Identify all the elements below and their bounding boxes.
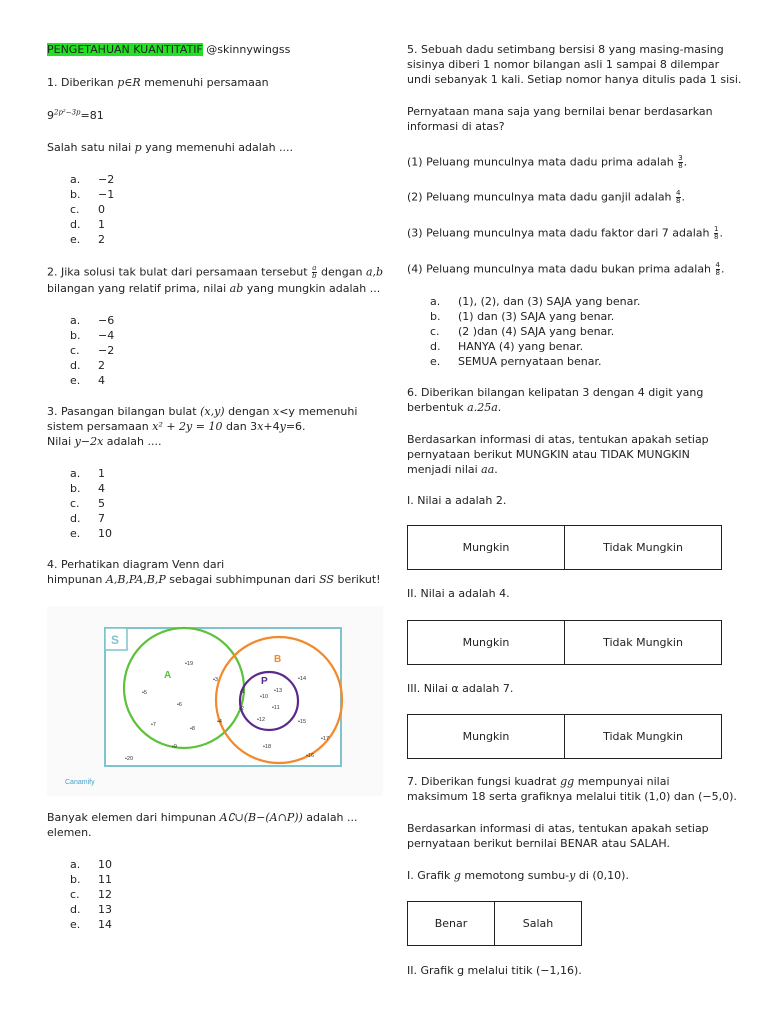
- q1-option-b[interactable]: b. −1: [70, 188, 115, 201]
- universal-set-frame: [105, 628, 341, 766]
- elem-15: •15: [298, 719, 307, 725]
- q4-option-b[interactable]: b. 11: [70, 873, 112, 886]
- elem-7: •7: [151, 722, 156, 728]
- label-a: A: [164, 670, 172, 681]
- elem-2: •2: [239, 706, 244, 712]
- q6-inst-line3: menjadi nilai aa.: [407, 463, 498, 476]
- q5-option-a[interactable]: a. (1), (2), dan (3) SAJA yang benar.: [430, 295, 641, 308]
- q5-option-d[interactable]: d. HANYA (4) yang benar.: [430, 340, 584, 353]
- q5-ask-line1: Pernyataan mana saja yang bernilai benar berdasarkan: [407, 105, 713, 118]
- q6-item-1-label: I. Nilai a adalah 2.: [407, 494, 507, 507]
- elem-12: •12: [257, 717, 266, 723]
- q4-question-line2: elemen.: [47, 826, 92, 839]
- q1-equation: $9^{2p^2-3p}=81$: [47, 108, 104, 122]
- q5-stem-line3: undi sebanyak 1 kali. Setiap nomor hanya ditulis pada 1 sisi.: [407, 73, 742, 86]
- q3-stem-line1: 3. Pasangan bilangan bulat (x,y) dengan x<y memenuhi: [47, 405, 358, 418]
- elem-17: •17: [321, 736, 330, 742]
- elem-6: •6: [177, 702, 182, 708]
- q6-item-3-label: III. Nilai α adalah 7.: [407, 682, 514, 695]
- q4-question-line1: Banyak elemen dari himpunan A∁∪(B−(A∩P)) adalah ...: [47, 811, 358, 824]
- q7-statement-1: I. Grafik g memotong sumbu-y di (0,10).: [407, 869, 629, 882]
- q6-item-1-choices: [407, 525, 722, 570]
- q1-option-c[interactable]: c. 0: [70, 203, 105, 216]
- q5-statement-2: (2) Peluang munculnya mata dadu ganjil adalah $\frac{4}{8}$ .: [407, 189, 685, 205]
- elem-9: •9: [172, 744, 177, 750]
- elem-8: •8: [190, 726, 195, 732]
- q4-stem-line2: himpunan A,B,PA,B,P sebagai subhimpunan dari SS berikut!: [47, 573, 381, 586]
- q2-option-e[interactable]: e. 4: [70, 374, 105, 387]
- q1-option-a[interactable]: a. −2: [70, 173, 115, 186]
- elem-16: •16: [306, 753, 315, 759]
- q7-benar[interactable]: Benar: [408, 902, 495, 946]
- q2-option-c[interactable]: c. −2: [70, 344, 115, 357]
- q4-option-a[interactable]: a. 10: [70, 858, 112, 871]
- author-handle: @skinnywingss: [206, 43, 291, 56]
- q6-item-3-choices: [407, 714, 722, 759]
- q3-stem-line2: sistem persamaan x² + 2y = 10 dan 3x+4y=6.: [47, 420, 306, 433]
- elem-3: •3: [213, 677, 218, 683]
- q7-statement-2: II. Grafik g melalui titik (−1,16).: [407, 964, 582, 977]
- q7-statement-1-choices: [407, 901, 582, 946]
- q1-question: Salah satu nilai p yang memenuhi adalah ....: [47, 141, 294, 154]
- q2-option-d[interactable]: d. 2: [70, 359, 105, 372]
- q6-item-2-tidak-mungkin[interactable]: Tidak Mungkin: [565, 621, 722, 665]
- venn-diagram: [47, 606, 383, 796]
- q6-item-3-tidak-mungkin[interactable]: Tidak Mungkin: [565, 715, 722, 759]
- q1-option-d[interactable]: d. 1: [70, 218, 105, 231]
- q2-stem-line1: 2. Jika solusi tak bulat dari persamaan tersebut $\frac{a}{b}$ dengan a,b: [47, 264, 384, 280]
- venn-svg: [47, 606, 383, 796]
- elem-14: •14: [298, 676, 307, 682]
- q3-stem-line3: Nilai y−2x adalah ....: [47, 435, 162, 448]
- q7-inst-line2: pernyataan berikut bernilai BENAR atau SALAH.: [407, 837, 671, 850]
- q5-statement-1: (1) Peluang munculnya mata dadu prima adalah $\frac{3}{8}$ .: [407, 154, 688, 170]
- q6-item-1-tidak-mungkin[interactable]: Tidak Mungkin: [565, 526, 722, 570]
- q6-item-1-mungkin[interactable]: Mungkin: [408, 526, 565, 570]
- q2-option-b[interactable]: b. −4: [70, 329, 115, 342]
- q7-inst-line1: Berdasarkan informasi di atas, tentukan apakah setiap: [407, 822, 709, 835]
- elem-13: •13: [274, 688, 283, 694]
- q6-inst-line1: Berdasarkan informasi di atas, tentukan apakah setiap: [407, 433, 709, 446]
- q7-salah[interactable]: Salah: [495, 902, 582, 946]
- q1-stem: 1. Diberikan p∈R memenuhi persamaan: [47, 76, 269, 89]
- watermark-logo: Canamify: [65, 779, 95, 786]
- q5-stem-line2: sisinya diberi 1 nomor bilangan asli 1 sampai 8 dilempar: [407, 58, 720, 71]
- q6-item-2-label: II. Nilai a adalah 4.: [407, 587, 510, 600]
- elem-11: •11: [272, 705, 280, 711]
- q3-option-b[interactable]: b. 4: [70, 482, 105, 495]
- q5-option-e[interactable]: e. SEMUA pernyataan benar.: [430, 355, 602, 368]
- label-p: P: [261, 676, 268, 687]
- q3-option-d[interactable]: d. 7: [70, 512, 105, 525]
- label-b: B: [274, 654, 282, 665]
- label-s: S: [111, 633, 120, 647]
- elem-20: •20: [125, 756, 134, 762]
- q3-option-a[interactable]: a. 1: [70, 467, 105, 480]
- q5-stem-line1: 5. Sebuah dadu setimbang bersisi 8 yang masing-masing: [407, 43, 724, 56]
- elem-10: •10: [260, 694, 269, 700]
- elem-18: •18: [263, 744, 272, 750]
- q4-stem-line1: 4. Perhatikan diagram Venn dari: [47, 558, 225, 571]
- elem-1: •1: [240, 689, 245, 695]
- header: [47, 43, 290, 57]
- q5-ask-line2: informasi di atas?: [407, 120, 505, 133]
- q5-statement-3: (3) Peluang munculnya mata dadu faktor dari 7 adalah $\frac{1}{8}$ .: [407, 225, 723, 241]
- q6-item-3-mungkin[interactable]: Mungkin: [408, 715, 565, 759]
- q2-option-a[interactable]: a. −6: [70, 314, 115, 327]
- q4-option-c[interactable]: c. 12: [70, 888, 112, 901]
- elem-19: •19: [185, 661, 194, 667]
- q3-option-c[interactable]: c. 5: [70, 497, 105, 510]
- q6-stem-line1: 6. Diberikan bilangan kelipatan 3 dengan 4 digit yang: [407, 386, 704, 399]
- subject-tag: PENGETAHUAN KUANTITATIF: [47, 43, 203, 56]
- q2-stem-line2: bilangan yang relatif prima, nilai ab yang mungkin adalah ...: [47, 282, 381, 295]
- q7-stem-line1: 7. Diberikan fungsi kuadrat gg mempunyai nilai: [407, 775, 670, 788]
- q6-item-2-choices: [407, 620, 722, 665]
- q5-option-c[interactable]: c. (2 )dan (4) SAJA yang benar.: [430, 325, 615, 338]
- q3-option-e[interactable]: e. 10: [70, 527, 112, 540]
- elem-4: •4: [217, 719, 222, 725]
- q5-option-b[interactable]: b. (1) dan (3) SAJA yang benar.: [430, 310, 615, 323]
- q5-statement-4: (4) Peluang munculnya mata dadu bukan prima adalah $\frac{4}{8}$ .: [407, 261, 725, 277]
- elem-5: •5: [142, 690, 147, 696]
- q7-stem-line2: maksimum 18 serta grafiknya melalui titik (1,0) dan (−5,0).: [407, 790, 737, 803]
- q6-item-2-mungkin[interactable]: Mungkin: [408, 621, 565, 665]
- q6-inst-line2: pernyataan berikut MUNGKIN atau TIDAK MUNGKIN: [407, 448, 690, 461]
- q4-option-d[interactable]: d. 13: [70, 903, 112, 916]
- q1-option-e[interactable]: e. 2: [70, 233, 105, 246]
- q6-stem-line2: berbentuk a.25a.: [407, 401, 502, 414]
- q4-option-e[interactable]: e. 14: [70, 918, 112, 931]
